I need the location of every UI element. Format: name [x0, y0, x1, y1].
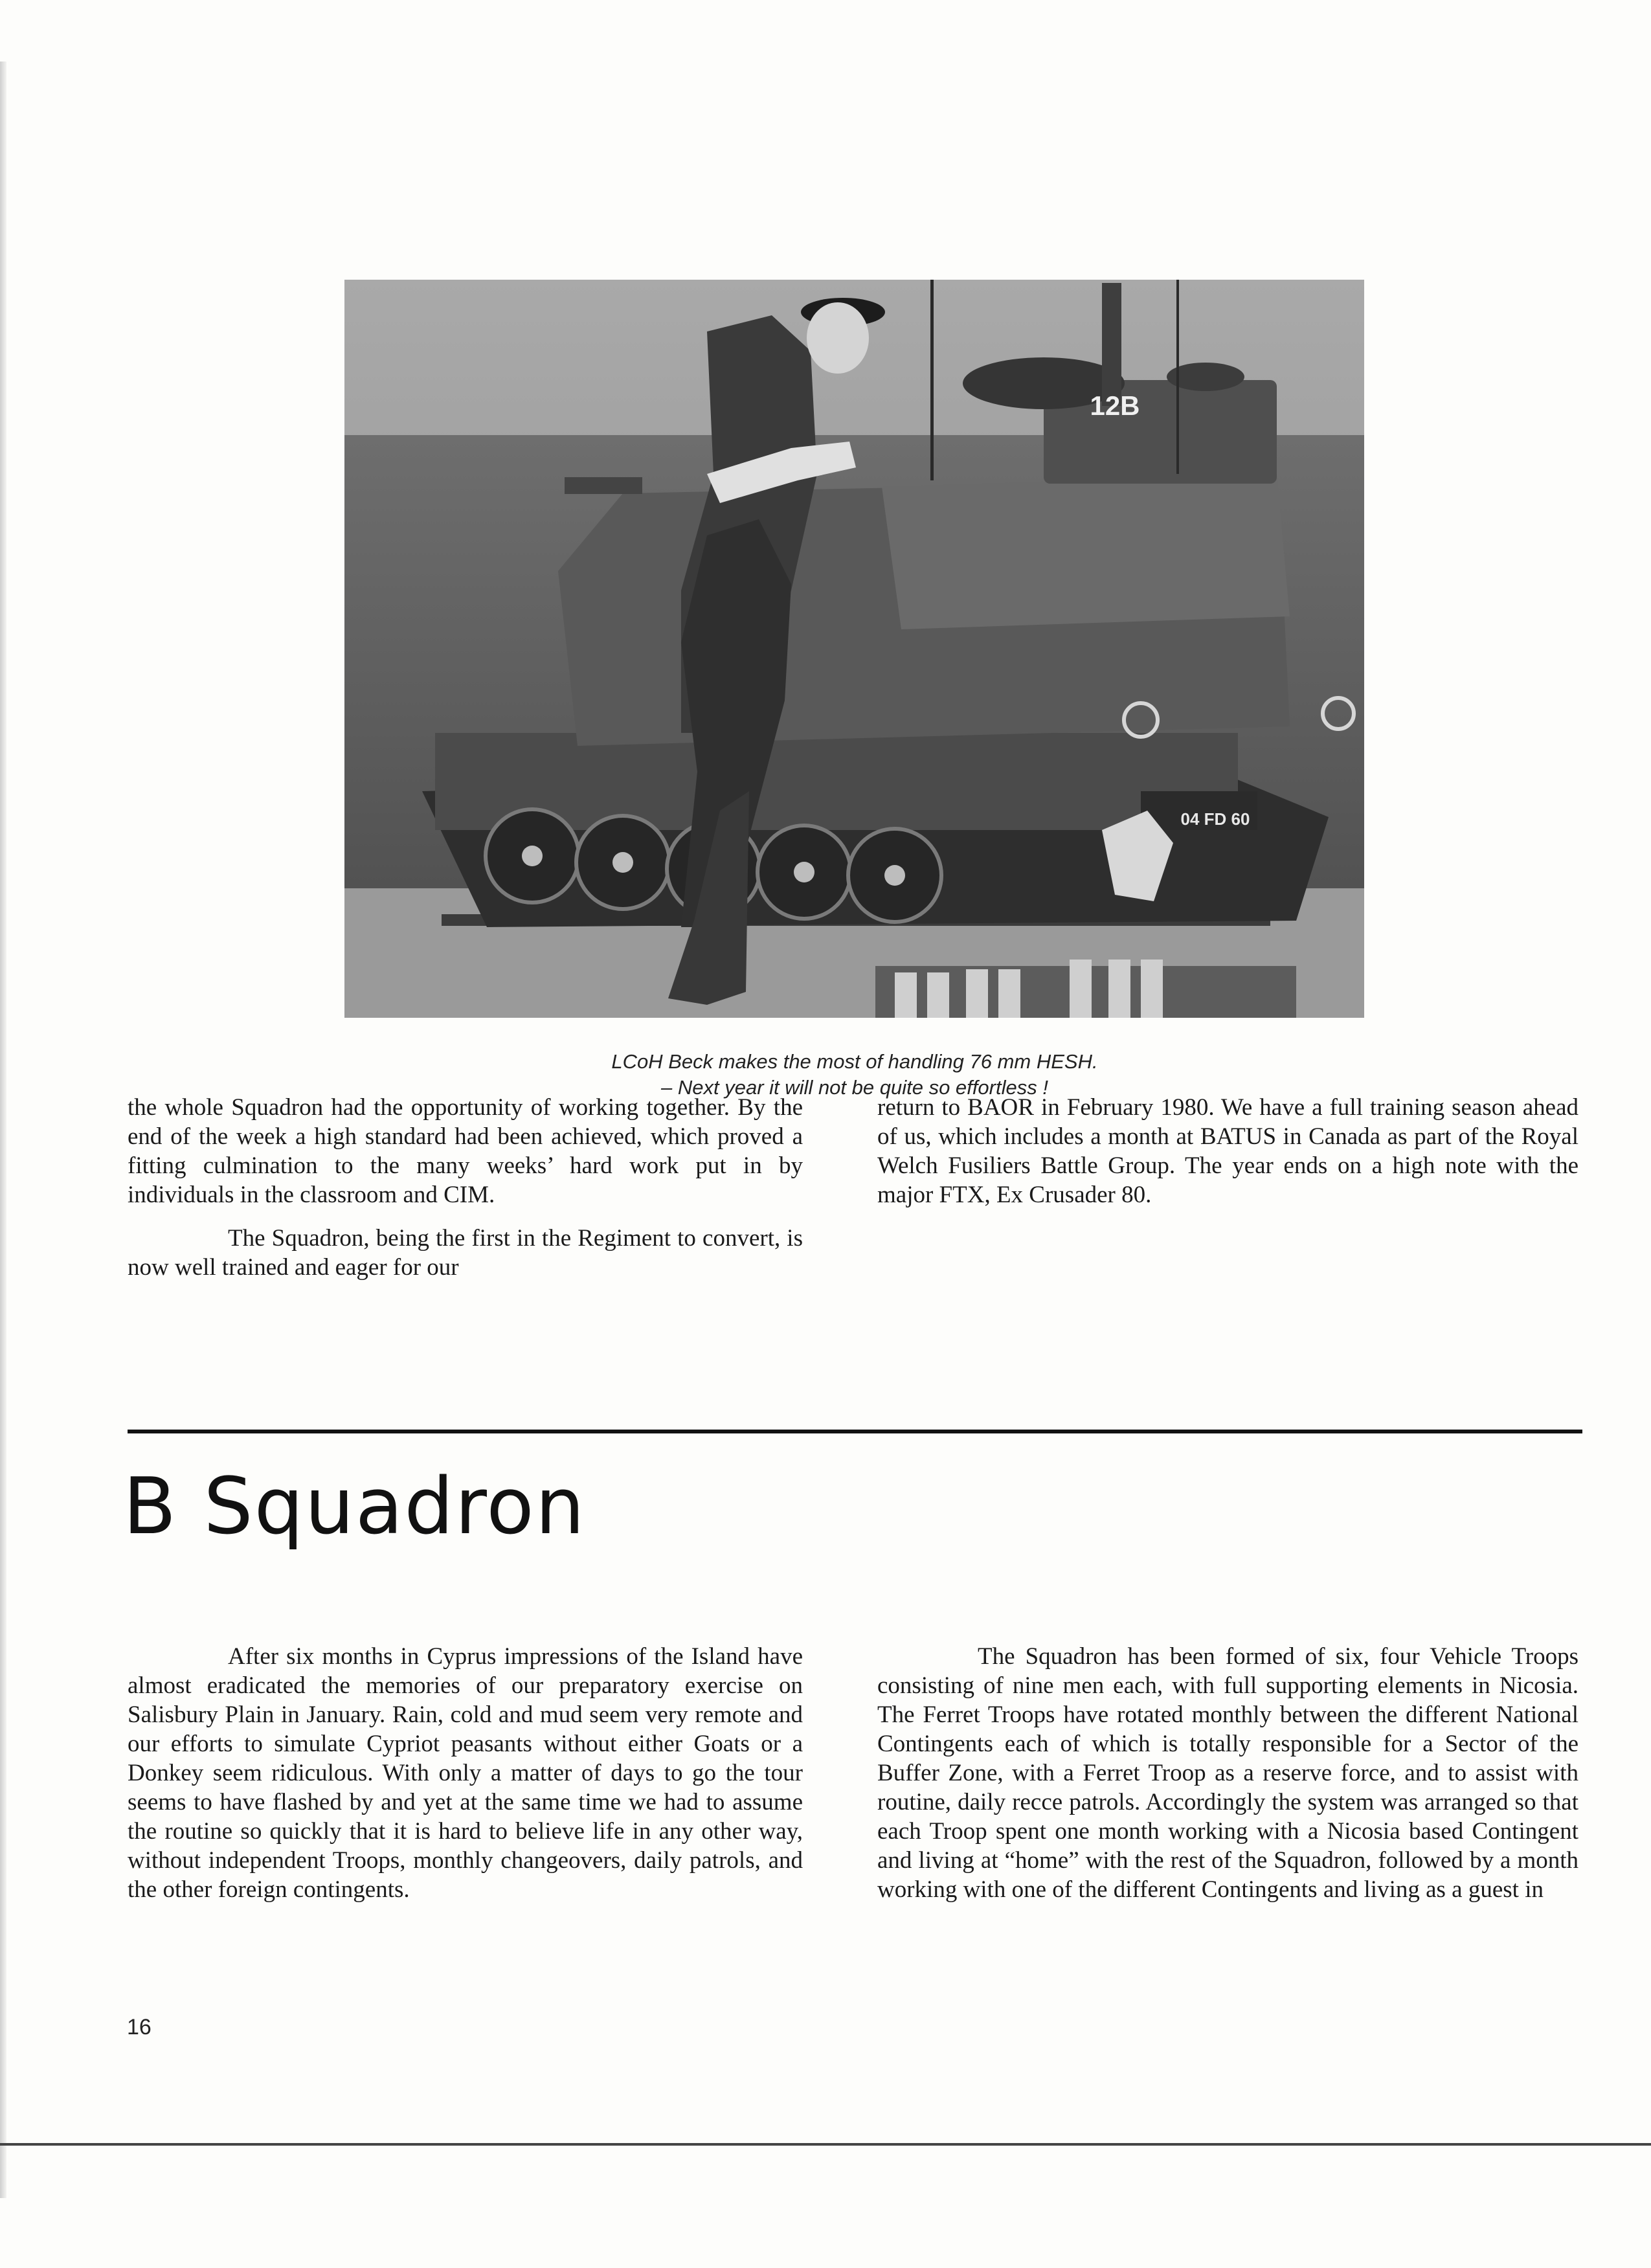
top-left-column	[128, 1093, 803, 1282]
vehicle-registration-plate: 04 FD 60	[1180, 809, 1250, 829]
section-heading: B Squadron	[123, 1462, 586, 1552]
caption-line-2: – Next year it will not be quite so effortless !	[661, 1076, 1048, 1099]
section-left-column	[128, 1642, 803, 1904]
paragraph: The Squadron has been formed of six, four Vehicle Troops consisting of nine men each, with full supporting elements in Nicosia. The Ferret Troops have rotated monthly between the different National Contingents each of which is totally responsible for a Sector of the Buffer Zone, with a Ferret Troop as a reserve force, and to assist with routine, daily recce patrols. Accordingly the system was arranged so that each Troop spent one month working with a Nicosia based Contingent and living at “home” with the rest of the Squadron, followed by a month working with one of the different Contingents and living as a guest in	[877, 1643, 1578, 1903]
turret-number-label: 12B	[1090, 390, 1140, 421]
tank-photograph	[344, 280, 1364, 1018]
page-number: 16	[127, 2015, 152, 2039]
paragraph: The Squadron, being the first in the Regiment to convert, is now well trained and eager for our	[128, 1225, 803, 1281]
section-right-column	[877, 1642, 1578, 1904]
paragraph: the whole Squadron had the opportunity of working together. By the end of the week a high standard had been achieved, which proved a fitting culmination to the many weeks’ hard work put in by individuals in the classroom and CIM.	[128, 1094, 803, 1208]
page-bottom-edge	[0, 2143, 1651, 2146]
paragraph: After six months in Cyprus impressions of the Island have almost eradicated the memories of our preparatory exercise on Salisbury Plain in January. Rain, cold and mud seem very remote and our efforts to simulate Cypriot peasants without either Goats or a Donkey seem ridiculous. With only a matter of days to go the tour seems to have flashed by and yet at the same time we had to assume the routine so quickly that it is hard to believe life in any other way, without independent Troops, monthly changeovers, daily patrols, and the other foreign contingents.	[128, 1643, 803, 1903]
top-right-column	[877, 1093, 1578, 1209]
caption-line-1: LCoH Beck makes the most of handling 76 mm HESH.	[611, 1050, 1098, 1073]
scan-edge	[0, 62, 6, 2198]
paragraph: return to BAOR in February 1980. We have a full training season ahead of us, which includes a month at BATUS in Canada as part of the Royal Welch Fusiliers Battle Group. The year ends on a high note with the major FTX, Ex Crusader 80.	[877, 1094, 1578, 1208]
section-divider	[128, 1430, 1582, 1433]
